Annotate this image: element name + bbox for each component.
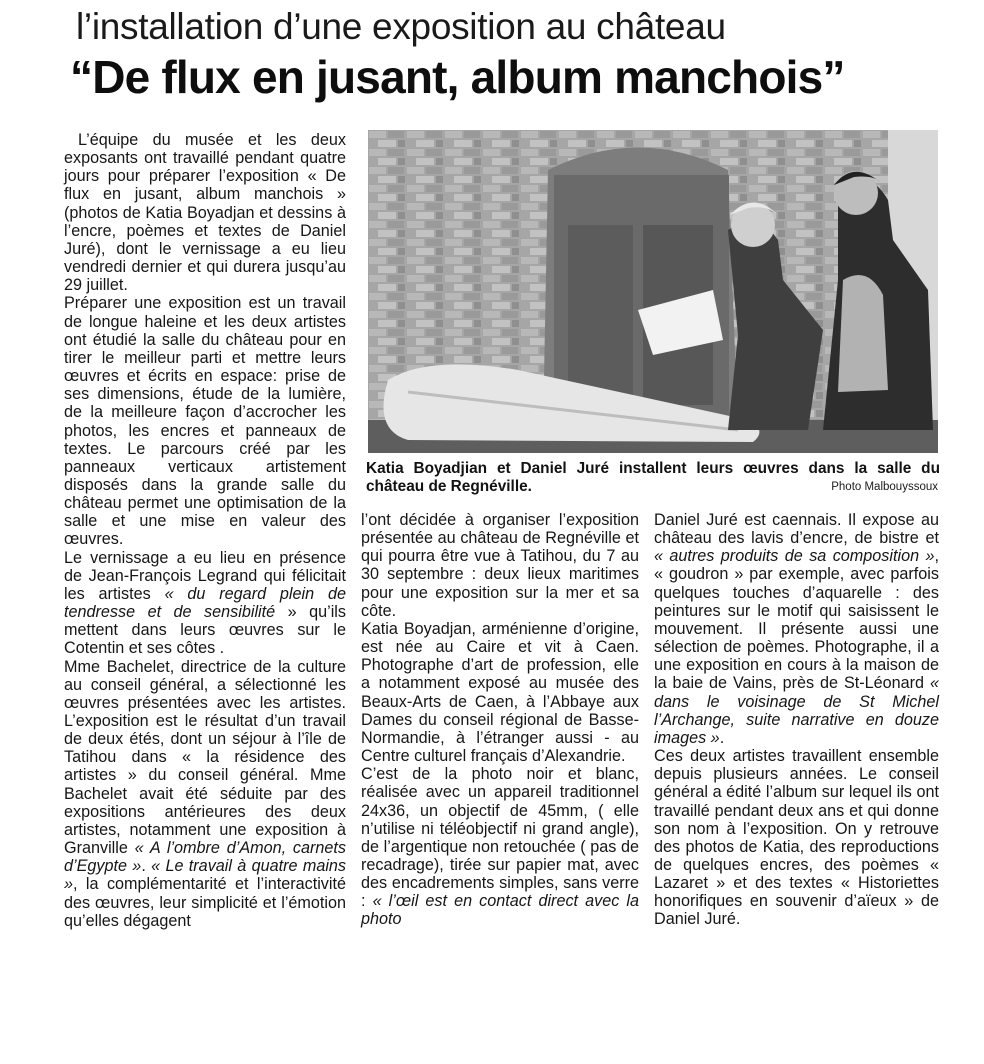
article-headline: “De flux en jusant, album manchois” — [70, 51, 845, 103]
article-kicker: l’installation d’une exposition au château — [76, 6, 726, 47]
quote: « A l’ombre d’Amon, carnets d’Egypte » — [64, 839, 346, 876]
quote: « autres produits de sa composition » — [654, 547, 935, 566]
paragraph: Le vernissage a eu lieu en présence de Jean-François Legrand qui félicitait les artistes « du regard plein de tendresse et de sensibilité » qu’ils mettent dans leurs œuvres sur le Cotentin et ses côtes . — [64, 548, 347, 658]
photo-credit: Photo Malbouyssoux — [831, 481, 938, 493]
photo-image — [368, 130, 938, 453]
quote: « dans le voisinage de St Michel l’Archange, suite narrative en douze images » — [654, 674, 939, 747]
paragraph: l’ont décidée à organiser l’exposition présentée au château de Regnéville et qui pourra être vue à Tatihou, du 7 au 30 septembre : deux lieux maritimes pour une exposition sur la mer et sa côte. — [361, 511, 639, 620]
article-column-2 — [361, 511, 639, 929]
paragraph: Mme Bachelet, directrice de la culture au conseil général, a sélectionné les œuvres présentées avec les artistes. L’exposition est le résultat d’un travail de deux étés, dont un séjour à l’île de Tatihou dans « la résidence des artistes » du conseil général. Mme Bachelet avait été séduite par des expositions antérieures des deux artistes, notamment une exposition à Granville « A l’ombre d’Amon, carnets d’Egypte ». « Le travail à quatre mains », la complémentarité et l’interactivité des œuvres, leur simplicité et l’émotion qu’elles dégagent — [64, 657, 347, 930]
article-column-3 — [654, 511, 939, 929]
article-column-1 — [64, 131, 346, 930]
paragraph: Ces deux artistes travaillent ensemble depuis plusieurs années. Le conseil général a édité l’album sur lequel ils ont travaillé pendant deux ans et qui donne son nom à l’exposition. On y retrouve des photos de Katia, des reproductions de quelques encres, des poèmes « Lazaret » et des textes « Historiettes honorifiques en souvenir d’aïeux » de Daniel Juré. — [654, 747, 939, 929]
paragraph: C’est de la photo noir et blanc, réalisée avec un appareil traditionnel 24x36, un objectif de 45mm, ( elle n’utilise ni téléobjectif ni grand angle), de l’argentique non retouchée ( pas de recadrage), tirée sur papier mat, avec des encadrements simples, sans verre : « l’œil est en contact direct avec la photo — [361, 765, 639, 929]
paragraph: Préparer une exposition est un travail de longue haleine et les deux artistes ont étudié la salle du château pour en tirer le meilleur parti et mettre leurs œuvres et écrits en espace: prise de ses dimensions, étude de la lumière, de la meilleure façon d’accrocher les photos, les encres et panneaux de textes. Le parcours créé par les panneaux verticaux artistement disposés dans la grande salle du château permet une optimisation de la salle et une mise en valeur des œuvres. — [64, 294, 346, 549]
photo-caption: Katia Boyadjian et Daniel Juré installent leurs œuvres dans la salle du château de Regnéville. — [366, 460, 940, 495]
paragraph: Katia Boyadjan, arménienne d’origine, est née au Caire et vit à Caen. Photographe d’art de profession, elle a notamment exposé au musée des Beaux-Arts de Caen, à l’Abbaye aux Dames du conseil régional de Basse-Normandie, à l’étranger aussi - au Centre culturel français d’Alexandrie. — [361, 619, 639, 766]
quote: « l’œil est en contact direct avec la photo — [361, 892, 639, 929]
paragraph: L’équipe du musée et les deux exposants ont travaillé pendant quatre jours pour préparer l’exposition « De flux en jusant, album manchois » (photos de Katia Boyadjan et dessins à l’encre, poèmes et textes de Daniel Juré), dont le vernissage a eu lieu vendredi dernier et qui durera jusqu’au 29 juillet. — [64, 131, 346, 295]
quote: « Le travail à quatre mains » — [64, 857, 347, 894]
article-photo — [368, 130, 938, 453]
quote: « du regard plein de tendresse et de sensibilité — [64, 584, 346, 622]
paragraph: Daniel Juré est caennais. Il expose au château des lavis d’encre, de bistre et « autres produits de sa composition », « goudron » par exemple, avec parfois quelques touches d’aquarelle : des peintures sur le motif qui saisissent le mouvement. Il présente aussi une sélection de poèmes. Photographe, il a une exposition en cours à la maison de la baie de Vains, près de St-Léonard « dans le voisinage de St Michel l’Archange, suite narrative en douze images ». — [654, 511, 939, 747]
